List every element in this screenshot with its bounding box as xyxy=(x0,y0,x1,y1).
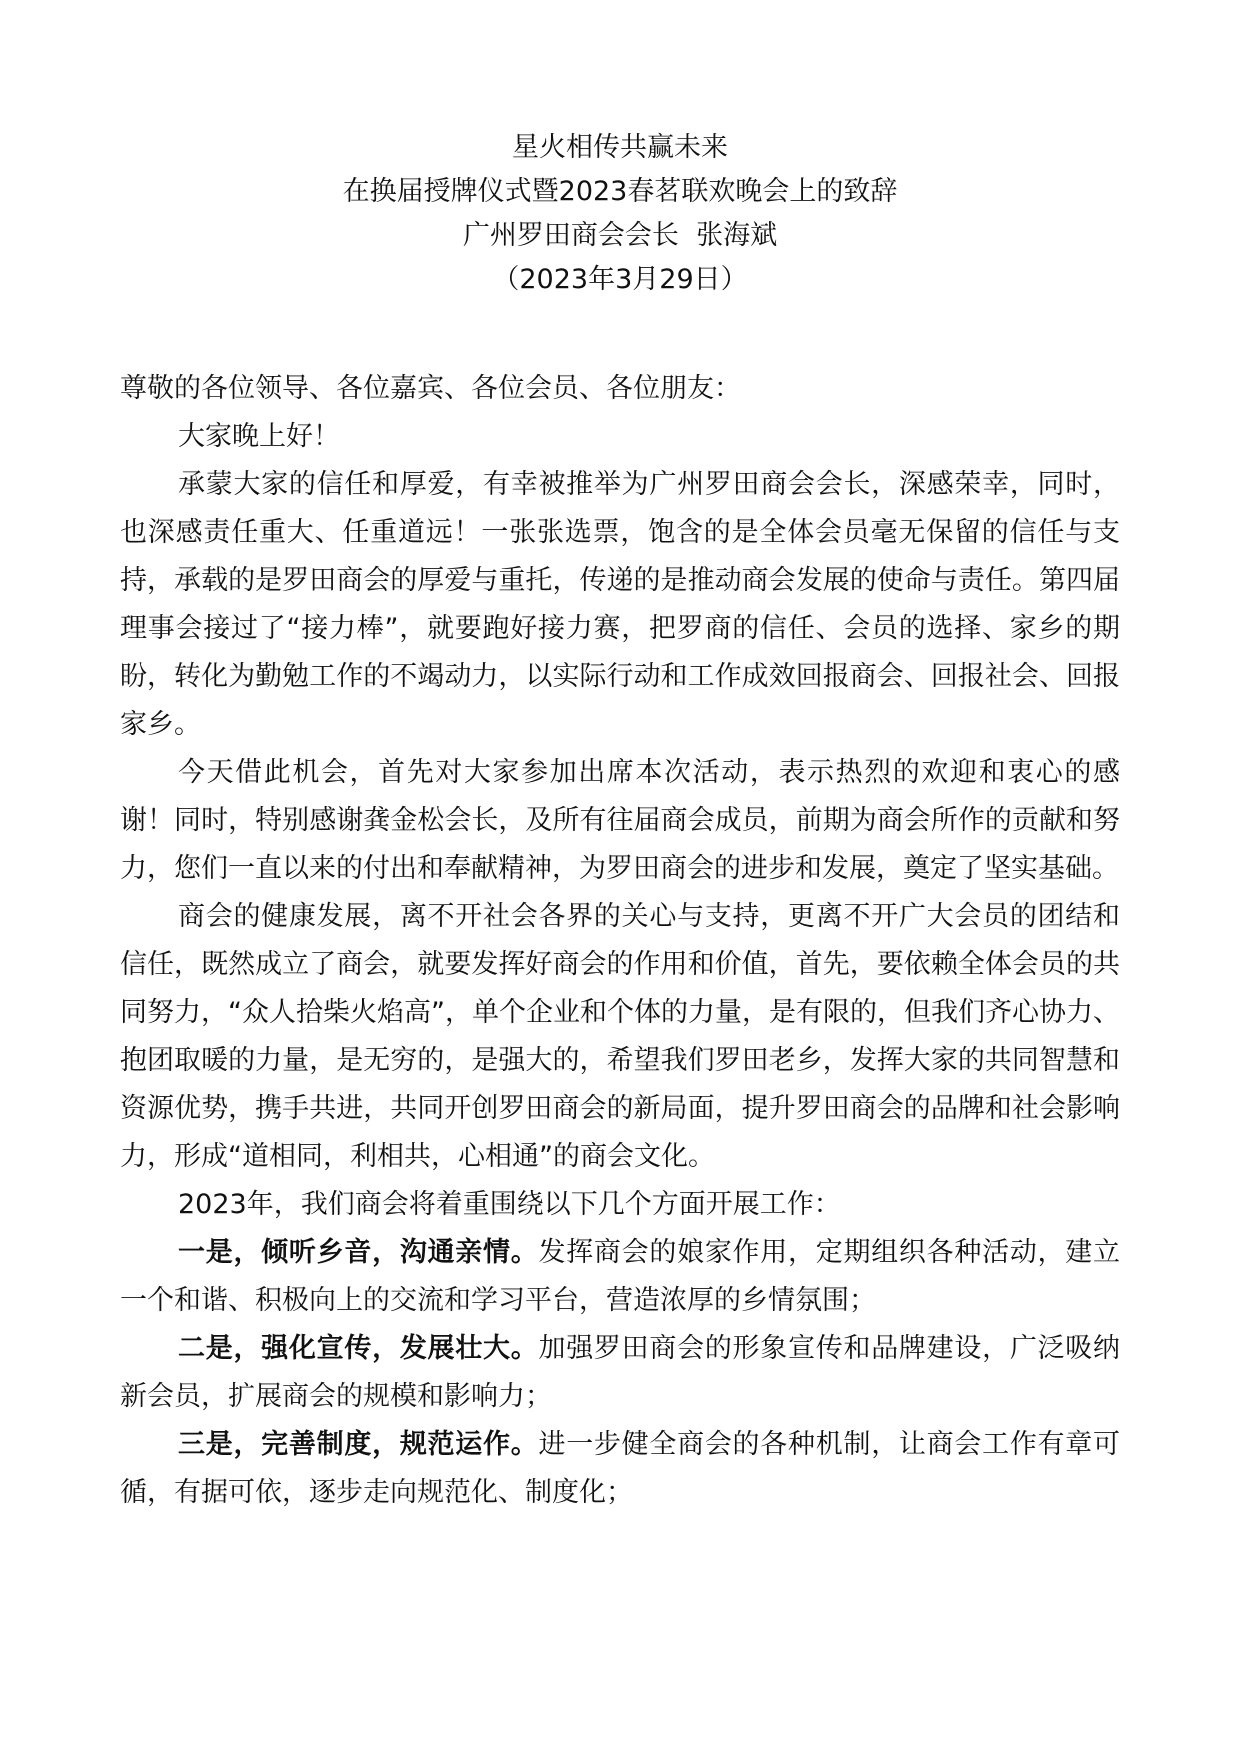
work-item-1-heading: 一是，倾听乡音，沟通亲情。 xyxy=(178,1237,539,1268)
speech-subtitle: 在换届授牌仪式暨2023春茗联欢晚会上的致辞 xyxy=(342,176,898,207)
speaker-line: 广州罗田商会会长 张海斌 xyxy=(462,220,778,251)
work-item-2-heading: 二是，强化宣传，发展壮大。 xyxy=(178,1333,539,1364)
title-block xyxy=(0,126,1240,302)
paragraph-1: 承蒙大家的信任和厚爱，有幸被推举为广州罗田商会会长，深感荣幸，同时，也深感责任重大、任重道远！一张张选票，饱含的是全体会员毫无保留的信任与支持，承载的是罗田商会的厚爱与重托，传递的是推动商会发展的使命与责任。第四届理事会接过了“接力棒”，就要跑好接力赛，把罗商的信任、会员的选择、家乡的期盼，转化为勤勉工作的不竭动力，以实际行动和工作成效回报商会、回报社会、回报家乡。 xyxy=(120,469,1120,740)
work-item-1 xyxy=(120,1229,1120,1325)
speech-body xyxy=(120,365,1120,1517)
paragraph-3: 商会的健康发展，离不开社会各界的关心与支持，更离不开广大会员的团结和信任，既然成立了商会，就要发挥好商会的作用和价值，首先，要依赖全体会员的共同努力，“众人拾柴火焰高”，单个企业和个体的力量，是有限的，但我们齐心协力、抱团取暖的力量，是无穷的，是强大的，希望我们罗田老乡，发挥大家的共同智慧和资源优势，携手共进，共同开创罗田商会的新局面，提升罗田商会的品牌和社会影响力，形成“道相同，利相共，心相通”的商会文化。 xyxy=(120,901,1120,1172)
speech-title: 星火相传共赢未来 xyxy=(512,132,728,163)
date-line: （2023年3月29日） xyxy=(492,264,748,295)
paragraph-4: 2023年，我们商会将着重围绕以下几个方面开展工作： xyxy=(178,1189,841,1220)
greeting: 大家晚上好！ xyxy=(178,421,340,452)
work-item-3 xyxy=(120,1421,1120,1517)
work-item-1-text: 发挥商会的娘家作用，定期组织各种活动，建立一个和谐、积极向上的交流和学习平台，营造浓厚的乡情氛围； xyxy=(120,1237,1121,1316)
salutation: 尊敬的各位领导、各位嘉宾、各位会员、各位朋友： xyxy=(120,373,741,404)
work-item-2 xyxy=(120,1325,1120,1421)
work-item-2-text: 加强罗田商会的形象宣传和品牌建设，广泛吸纳新会员，扩展商会的规模和影响力； xyxy=(120,1333,1121,1412)
paragraph-2: 今天借此机会，首先对大家参加出席本次活动，表示热烈的欢迎和衷心的感谢！同时，特别感谢龚金松会长，及所有往届商会成员，前期为商会所作的贡献和努力，您们一直以来的付出和奉献精神，为罗田商会的进步和发展，奠定了坚实基础。 xyxy=(120,757,1120,884)
work-item-3-text: 进一步健全商会的各种机制，让商会工作有章可循，有据可依，逐步走向规范化、制度化； xyxy=(120,1429,1121,1508)
work-item-3-heading: 三是，完善制度，规范运作。 xyxy=(178,1429,539,1460)
